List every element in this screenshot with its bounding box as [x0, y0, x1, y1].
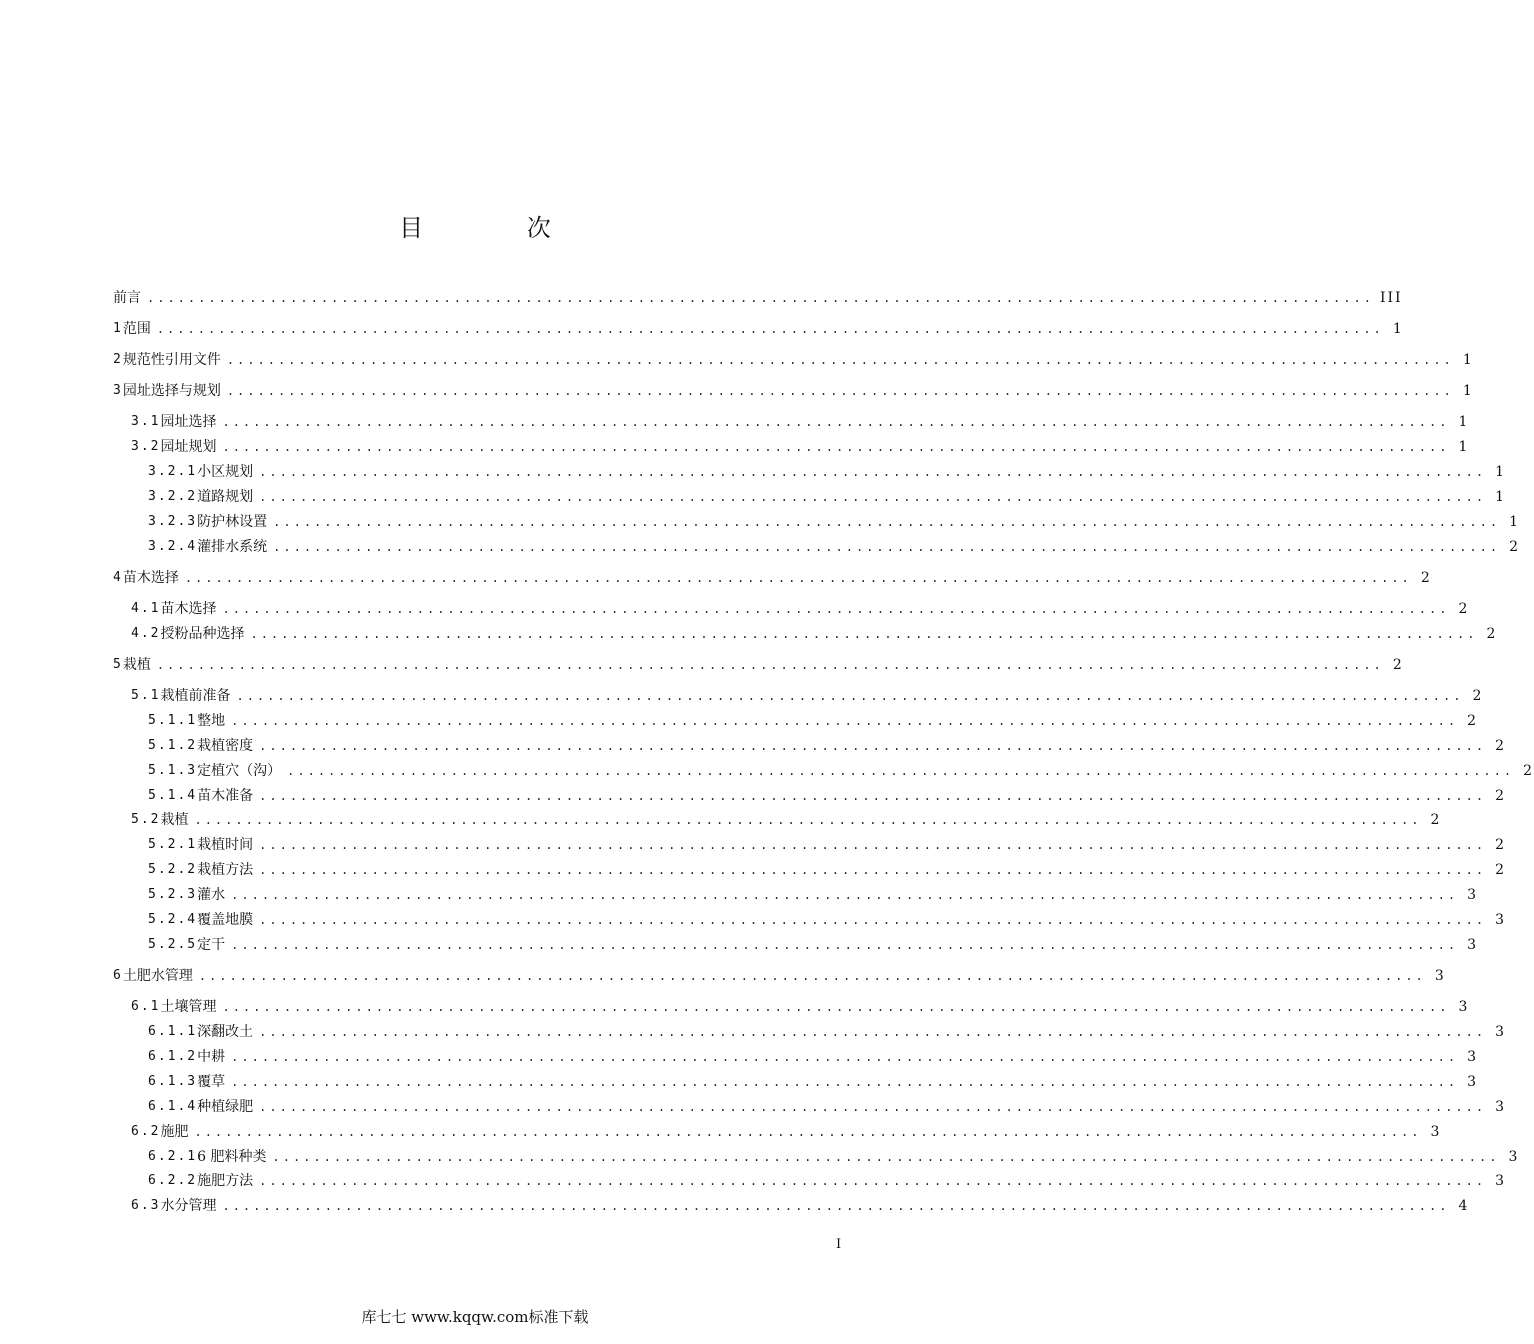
toc-entry[interactable]: [131, 810, 1442, 830]
toc-entry[interactable]: [131, 437, 1470, 457]
toc-entry[interactable]: [148, 910, 1507, 930]
toc-number: 3.2: [131, 439, 161, 454]
toc-page: 2: [1472, 688, 1484, 704]
toc-page: 3: [1495, 1173, 1507, 1189]
toc-entry[interactable]: [131, 412, 1470, 432]
toc-page: 1: [1495, 489, 1507, 505]
toc-entry[interactable]: [148, 512, 1521, 532]
toc-leader-dots: ........................................................................................................................: [222, 415, 1450, 429]
toc-leader-dots: ........................................................................................................................: [259, 789, 1487, 803]
toc-entry[interactable]: [131, 599, 1470, 619]
toc-leader-dots: ........................................................................................................................: [259, 913, 1487, 927]
toc-number: 3.2.1: [148, 464, 198, 479]
toc-page: 3: [1467, 1074, 1479, 1090]
toc-number: 5.1.3: [148, 763, 198, 778]
toc-number: 3.1: [131, 414, 161, 429]
toc-page: 2: [1430, 812, 1442, 828]
toc-page: 2: [1458, 601, 1470, 617]
toc-number: 2: [113, 352, 123, 367]
toc-leader-dots: ........................................................................................................................: [194, 1125, 1422, 1139]
toc-leader-dots: ........................................................................................................................: [273, 515, 1501, 529]
toc-label: 定干: [197, 937, 226, 953]
toc-number: 5.1.2: [148, 738, 198, 753]
toc-page: 3: [1434, 968, 1446, 984]
toc-number: 6.2: [131, 1124, 161, 1139]
toc-entry[interactable]: [148, 1147, 1520, 1167]
toc-entry[interactable]: [148, 487, 1507, 507]
toc-page: 2: [1495, 862, 1507, 878]
toc-number: 5.1.1: [148, 713, 198, 728]
toc-number: 4.1: [131, 601, 161, 616]
toc-page: 2: [1467, 713, 1479, 729]
toc-label: 灌排水系统: [197, 539, 268, 555]
toc-leader-dots: ........................................................................................................................: [250, 627, 1478, 641]
toc-number: 5.2.5: [148, 937, 198, 952]
toc-label: 小区规划: [197, 464, 254, 480]
toc-number: 3.2.3: [148, 514, 198, 529]
toc-number: 6.1: [131, 999, 161, 1014]
toc-page: 1: [1462, 383, 1474, 399]
toc-leader-dots: ........................................................................................................................: [231, 938, 1459, 952]
toc-leader-dots: ........................................................................................................................: [259, 1174, 1487, 1188]
toc-label: 整地: [197, 713, 226, 729]
toc-page: 3: [1508, 1149, 1520, 1165]
toc-label: 栽植密度: [197, 738, 254, 754]
toc-leader-dots: ........................................................................................................................: [259, 739, 1487, 753]
toc-page: 3: [1467, 1049, 1479, 1065]
toc-entry[interactable]: [148, 711, 1479, 731]
toc-label: 栽植: [122, 657, 151, 673]
toc-number: 5.1: [131, 688, 161, 703]
toc-page: III: [1379, 290, 1403, 306]
toc-number: 5: [113, 657, 123, 672]
toc-entry[interactable]: [131, 1122, 1442, 1142]
toc-label: 覆草: [197, 1074, 226, 1090]
toc-number: 5.2.1: [148, 837, 198, 852]
toc-number: 3.2.4: [148, 539, 198, 554]
toc-label: 栽植时间: [197, 837, 254, 853]
toc-page: 3: [1495, 1024, 1507, 1040]
toc-entry[interactable]: [148, 462, 1507, 482]
toc-entry[interactable]: [131, 624, 1498, 644]
toc-page: 2: [1495, 788, 1507, 804]
toc-label: 灌水: [197, 887, 226, 903]
toc-number: 6.2.2: [148, 1173, 198, 1188]
toc-label: 栽植前准备: [160, 688, 231, 704]
toc-entry[interactable]: [148, 885, 1479, 905]
toc-label: 园址选择: [160, 414, 217, 430]
toc-entry[interactable]: [148, 786, 1507, 806]
toc-number: 4: [113, 570, 123, 585]
toc-leader-dots: ........................................................................................................................: [222, 440, 1450, 454]
toc-page: 2: [1420, 570, 1432, 586]
toc-label: 施肥方法: [197, 1173, 254, 1189]
toc-label: 规范性引用文件: [122, 352, 221, 368]
toc-page: 1: [1392, 321, 1404, 337]
toc-number: 6.1.2: [148, 1049, 198, 1064]
toc-label: 6 肥料种类: [197, 1149, 267, 1165]
toc-page: 2: [1486, 626, 1498, 642]
toc-label: 水分管理: [160, 1198, 217, 1214]
toc-leader-dots: ........................................................................................................................: [226, 384, 1454, 398]
toc-leader-dots: ........................................................................................................................: [222, 602, 1450, 616]
toc-entry[interactable]: [148, 835, 1507, 855]
toc-label: 范围: [122, 321, 151, 337]
toc-label: 防护林设置: [197, 514, 268, 530]
toc-label: 前言: [113, 290, 141, 306]
toc-label: 中耕: [197, 1049, 226, 1065]
toc-number: 5.2.2: [148, 862, 198, 877]
toc-label: 深翻改土: [197, 1024, 254, 1040]
toc-entry[interactable]: [148, 935, 1479, 955]
toc-leader-dots: ........................................................................................................................: [198, 969, 1426, 983]
toc-entry[interactable]: [148, 1097, 1507, 1117]
toc-leader-dots: ........................................................................................................................: [147, 291, 1374, 305]
toc-label: 定植穴（沟）: [197, 763, 282, 779]
toc-page: 1: [1509, 514, 1521, 530]
toc-label: 授粉品种选择: [160, 626, 245, 642]
toc-leader-dots: ........................................................................................................................: [259, 465, 1487, 479]
toc-label: 栽植: [160, 812, 189, 828]
toc-entry[interactable]: [113, 568, 1432, 588]
toc-number: 5.2: [131, 812, 161, 827]
toc-leader-dots: ........................................................................................................................: [259, 1100, 1487, 1114]
toc-number: 5.2.3: [148, 887, 198, 902]
toc-entry[interactable]: [113, 655, 1404, 675]
toc-page: 3: [1467, 887, 1479, 903]
toc-page: 3: [1458, 999, 1470, 1015]
toc-number: 6.1.1: [148, 1024, 198, 1039]
toc-label: 苗木选择: [122, 570, 179, 586]
toc-page: 3: [1495, 912, 1507, 928]
toc-page: 2: [1495, 738, 1507, 754]
toc-page: 2: [1495, 837, 1507, 853]
toc-entry[interactable]: [113, 381, 1474, 401]
toc-leader-dots: ........................................................................................................................: [156, 658, 1384, 672]
toc-number: 1: [113, 321, 123, 336]
toc-label: 园址选择与规划: [122, 383, 221, 399]
toc-leader-dots: ........................................................................................................................: [156, 322, 1384, 336]
toc-page: 1: [1458, 439, 1470, 455]
toc-page: 2: [1392, 657, 1404, 673]
toc-entry[interactable]: [148, 537, 1521, 557]
toc-entry[interactable]: [113, 319, 1404, 339]
toc-leader-dots: ........................................................................................................................: [259, 863, 1487, 877]
page-title: 目 次: [399, 214, 599, 242]
toc-leader-dots: ........................................................................................................................: [236, 689, 1464, 703]
toc-leader-dots: ........................................................................................................................: [226, 353, 1454, 367]
footer-watermark: 库七七 www.kqqw.com标准下载: [361, 1308, 589, 1326]
toc-leader-dots: ........................................................................................................................: [222, 1000, 1450, 1014]
toc-number: 6.2.1: [148, 1149, 198, 1164]
toc-label: 覆盖地膜: [197, 912, 254, 928]
toc-entry[interactable]: [113, 966, 1446, 986]
toc-leader-dots: ........................................................................................................................: [184, 571, 1412, 585]
toc-leader-dots: ........................................................................................................................: [194, 813, 1422, 827]
toc-entry[interactable]: [148, 860, 1507, 880]
toc-leader-dots: ........................................................................................................................: [231, 1075, 1459, 1089]
toc-leader-dots: ........................................................................................................................: [273, 540, 1501, 554]
toc-entry[interactable]: [131, 997, 1470, 1017]
toc-label: 道路规划: [197, 489, 254, 505]
toc-leader-dots: ........................................................................................................................: [272, 1150, 1500, 1164]
toc-label: 种植绿肥: [197, 1099, 254, 1115]
toc-leader-dots: ........................................................................................................................: [222, 1199, 1450, 1213]
toc-page: 1: [1458, 414, 1470, 430]
page-number: I: [836, 1237, 842, 1252]
toc-entry[interactable]: [113, 288, 1403, 308]
toc-entry[interactable]: [131, 686, 1484, 706]
toc-entry[interactable]: [148, 1171, 1507, 1191]
toc-number: 4.2: [131, 626, 161, 641]
toc-label: 施肥: [160, 1124, 189, 1140]
toc-entry[interactable]: [148, 1047, 1479, 1067]
toc-entry[interactable]: [131, 1196, 1470, 1216]
toc-page: 3: [1495, 1099, 1507, 1115]
toc-entry[interactable]: [148, 761, 1534, 781]
toc-number: 3.2.2: [148, 489, 198, 504]
toc-entry[interactable]: [148, 1022, 1507, 1042]
toc-leader-dots: ........................................................................................................................: [259, 1025, 1487, 1039]
toc-page: 2: [1523, 763, 1534, 779]
toc-leader-dots: ........................................................................................................................: [287, 764, 1515, 778]
toc-label: 园址规划: [160, 439, 217, 455]
toc-entry[interactable]: [113, 350, 1474, 370]
toc-number: 6: [113, 968, 123, 983]
toc-label: 苗木选择: [160, 601, 217, 617]
toc-number: 6.1.3: [148, 1074, 198, 1089]
toc-leader-dots: ........................................................................................................................: [259, 838, 1487, 852]
toc-page: 3: [1467, 937, 1479, 953]
toc-number: 6.1.4: [148, 1099, 198, 1114]
toc-entry[interactable]: [148, 1072, 1479, 1092]
toc-page: 3: [1430, 1124, 1442, 1140]
toc-label: 栽植方法: [197, 862, 254, 878]
toc-label: 土肥水管理: [122, 968, 193, 984]
toc-page: 4: [1458, 1198, 1470, 1214]
toc-number: 6.3: [131, 1198, 161, 1213]
toc-page: 2: [1509, 539, 1521, 555]
toc-page: 1: [1495, 464, 1507, 480]
toc-page: 1: [1462, 352, 1474, 368]
toc-leader-dots: ........................................................................................................................: [259, 490, 1487, 504]
toc-leader-dots: ........................................................................................................................: [231, 1050, 1459, 1064]
toc-number: 3: [113, 383, 123, 398]
toc-number: 5.2.4: [148, 912, 198, 927]
toc-label: 苗木准备: [197, 788, 254, 804]
toc-number: 5.1.4: [148, 788, 198, 803]
toc-label: 土壤管理: [160, 999, 217, 1015]
toc-leader-dots: ........................................................................................................................: [231, 714, 1459, 728]
toc-leader-dots: ........................................................................................................................: [231, 888, 1459, 902]
toc-entry[interactable]: [148, 736, 1507, 756]
